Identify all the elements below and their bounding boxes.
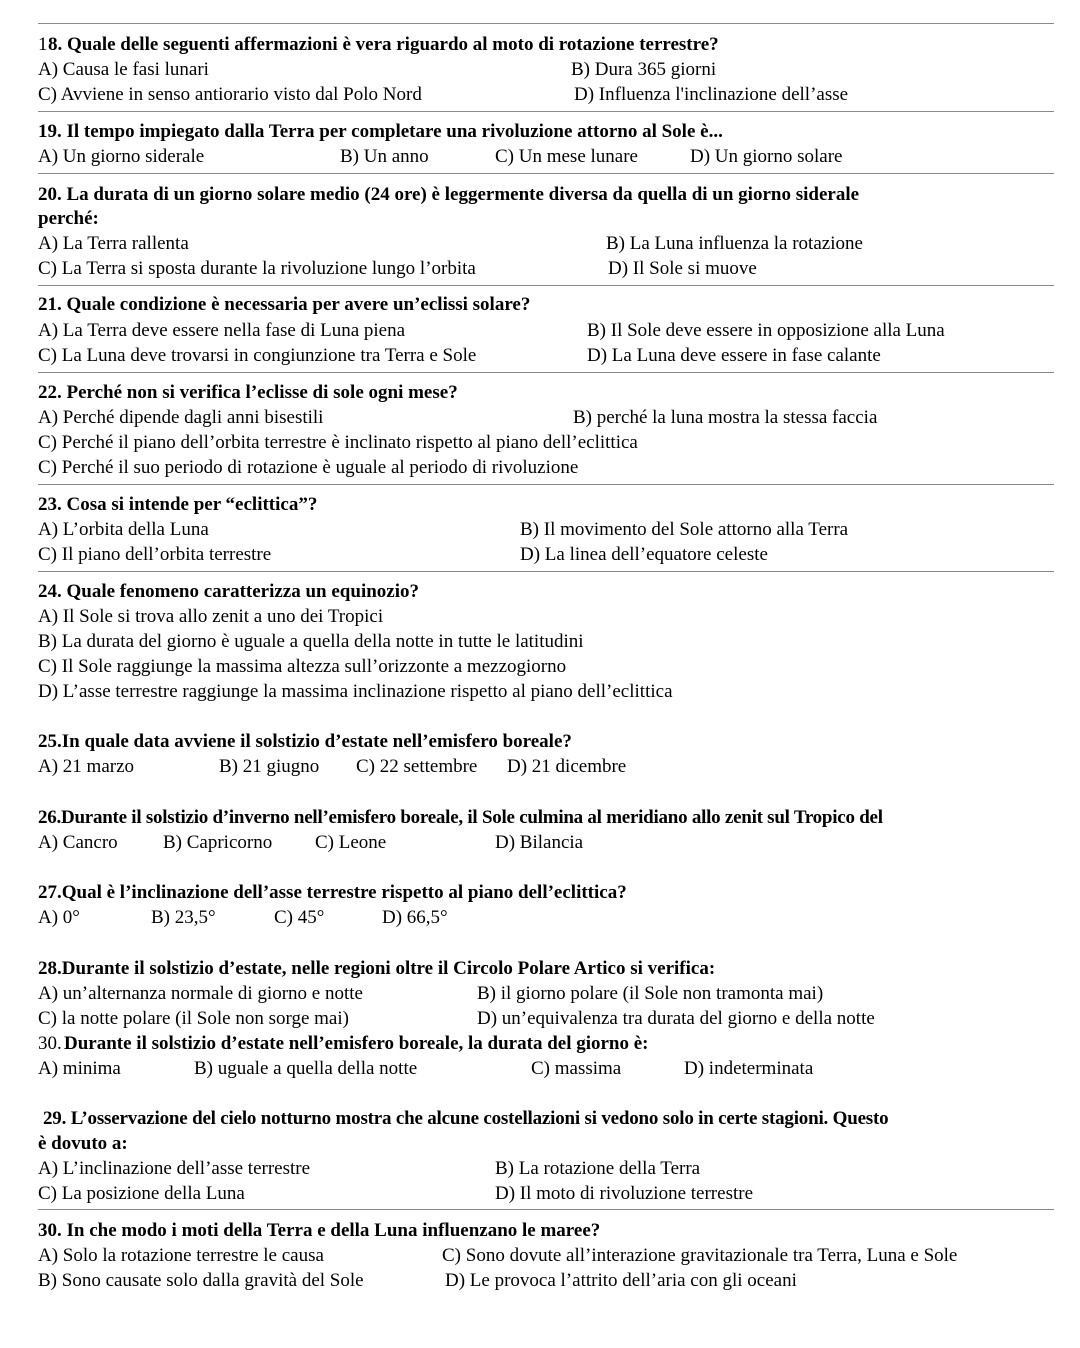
- separator-rule: [38, 484, 1054, 485]
- question-22-option-a[interactable]: A) Perché dipende dagli anni bisestili: [38, 407, 324, 428]
- question-19-option-b[interactable]: B) Un anno: [340, 146, 429, 167]
- question-21-option-b[interactable]: B) Il Sole deve essere in opposizione alla Luna: [587, 320, 945, 341]
- question-24-option-b[interactable]: B) La durata del giorno è uguale a quella della notte in tutte le latitudini: [38, 631, 584, 652]
- question-30-solstice-number: 30.: [38, 1033, 62, 1054]
- separator-rule: [38, 173, 1054, 174]
- question-23-option-a[interactable]: A) L’orbita della Luna: [38, 519, 209, 540]
- question-25-text: 25.In quale data avviene il solstizio d’estate nell’emisfero boreale?: [38, 731, 572, 752]
- question-30-solstice-option-b[interactable]: B) uguale a quella della notte: [194, 1058, 418, 1079]
- question-30-tides-option-a[interactable]: A) Solo la rotazione terrestre le causa: [38, 1245, 324, 1266]
- question-18-number: 1: [38, 34, 48, 55]
- question-26-option-a[interactable]: A) Cancro: [38, 832, 118, 853]
- question-23-option-b[interactable]: B) Il movimento del Sole attorno alla Terra: [520, 519, 849, 540]
- question-22-option-c[interactable]: C) Perché il piano dell’orbita terrestre è inclinato rispetto al piano dell’eclittica: [38, 432, 638, 453]
- question-22-text: 22. Perché non si verifica l’eclisse di sole ogni mese?: [38, 382, 458, 403]
- question-29-text: 29. L’osservazione del cielo notturno mostra che alcune costellazioni si vedono solo in certe stagioni. Questo: [43, 1108, 889, 1129]
- question-20-option-d[interactable]: D) Il Sole si muove: [608, 258, 757, 279]
- separator-rule: [38, 111, 1054, 112]
- question-25-option-b[interactable]: B) 21 giugno: [219, 756, 320, 777]
- question-27-option-c[interactable]: C) 45°: [274, 907, 325, 928]
- question-29-option-c[interactable]: C) La posizione della Luna: [38, 1183, 245, 1204]
- question-25-option-a[interactable]: A) 21 marzo: [38, 756, 135, 777]
- question-27-option-d[interactable]: D) 66,5°: [382, 907, 448, 928]
- question-27-option-a[interactable]: A) 0°: [38, 907, 80, 928]
- question-18-option-a[interactable]: A) Causa le fasi lunari: [38, 59, 209, 80]
- question-18-option-b[interactable]: B) Dura 365 giorni: [571, 59, 717, 80]
- question-23-text: 23. Cosa si intende per “eclittica”?: [38, 494, 318, 515]
- question-26-text: 26.Durante il solstizio d’inverno nell’emisfero boreale, il Sole culmina al meridiano allo zenit sul Tropico del: [38, 807, 883, 828]
- question-28-option-d[interactable]: D) un’equivalenza tra durata del giorno e della notte: [477, 1008, 875, 1029]
- question-30-tides-option-d[interactable]: D) Le provoca l’attrito dell’aria con gli oceani: [445, 1270, 797, 1291]
- question-19-text: 19. Il tempo impiegato dalla Terra per completare una rivoluzione attorno al Sole è...: [38, 121, 723, 142]
- question-20-option-c[interactable]: C) La Terra si sposta durante la rivoluzione lungo l’orbita: [38, 258, 476, 279]
- question-24-text: 24. Quale fenomeno caratterizza un equinozio?: [38, 581, 420, 602]
- question-29-option-b[interactable]: B) La rotazione della Terra: [495, 1158, 701, 1179]
- question-20-text: 20. La durata di un giorno solare medio (24 ore) è leggermente diversa da quella di un giorno siderale: [38, 184, 860, 205]
- question-28-option-c[interactable]: C) la notte polare (il Sole non sorge mai): [38, 1008, 349, 1029]
- question-26-option-b[interactable]: B) Capricorno: [163, 832, 273, 853]
- question-28-option-b[interactable]: B) il giorno polare (il Sole non tramonta mai): [477, 983, 824, 1004]
- question-20-text-continued: perché:: [38, 208, 99, 229]
- question-24-option-d[interactable]: D) L’asse terrestre raggiunge la massima inclinazione rispetto al piano dell’eclittica: [38, 681, 673, 702]
- question-19-option-d[interactable]: D) Un giorno solare: [690, 146, 843, 167]
- question-20-option-b[interactable]: B) La Luna influenza la rotazione: [606, 233, 863, 254]
- question-30-tides-option-b[interactable]: B) Sono causate solo dalla gravità del Sole: [38, 1270, 364, 1291]
- question-30-solstice-option-a[interactable]: A) minima: [38, 1058, 121, 1079]
- separator-rule: [38, 372, 1054, 373]
- question-24-option-a[interactable]: A) Il Sole si trova allo zenit a uno dei Tropici: [38, 606, 384, 627]
- separator-rule: [38, 23, 1054, 24]
- question-21-text: 21. Quale condizione è necessaria per avere un’eclissi solare?: [38, 294, 531, 315]
- question-25-option-d[interactable]: D) 21 dicembre: [507, 756, 627, 777]
- question-28-text: 28.Durante il solstizio d’estate, nelle regioni oltre il Circolo Polare Artico si verifica:: [38, 958, 716, 979]
- question-19-option-c[interactable]: C) Un mese lunare: [495, 146, 638, 167]
- question-24-option-c[interactable]: C) Il Sole raggiunge la massima altezza sull’orizzonte a mezzogiorno: [38, 656, 567, 677]
- question-18-option-d[interactable]: D) Influenza l'inclinazione dell’asse: [574, 84, 849, 105]
- question-29-option-a[interactable]: A) L’inclinazione dell’asse terrestre: [38, 1158, 311, 1179]
- question-18-option-c[interactable]: C) Avviene in senso antiorario visto dal Polo Nord: [38, 84, 422, 105]
- separator-rule: [38, 1209, 1054, 1210]
- question-30-solstice-text: Durante il solstizio d’estate nell’emisfero boreale, la durata del giorno è:: [64, 1033, 649, 1054]
- question-21-option-d[interactable]: D) La Luna deve essere in fase calante: [587, 345, 881, 366]
- question-30-solstice-option-c[interactable]: C) massima: [531, 1058, 622, 1079]
- question-19-option-a[interactable]: A) Un giorno siderale: [38, 146, 205, 167]
- question-27-option-b[interactable]: B) 23,5°: [151, 907, 216, 928]
- question-22-option-d[interactable]: C) Perché il suo periodo di rotazione è uguale al periodo di rivoluzione: [38, 457, 579, 478]
- question-28-option-a[interactable]: A) un’alternanza normale di giorno e notte: [38, 983, 363, 1004]
- question-20-option-a[interactable]: A) La Terra rallenta: [38, 233, 189, 254]
- question-27-text: 27.Qual è l’inclinazione dell’asse terrestre rispetto al piano dell’eclittica?: [38, 882, 627, 903]
- separator-rule: [38, 571, 1054, 572]
- question-22-option-b[interactable]: B) perché la luna mostra la stessa faccia: [573, 407, 878, 428]
- question-23-option-c[interactable]: C) Il piano dell’orbita terrestre: [38, 544, 272, 565]
- question-25-option-c[interactable]: C) 22 settembre: [356, 756, 478, 777]
- question-26-option-d[interactable]: D) Bilancia: [495, 832, 584, 853]
- question-21-option-a[interactable]: A) La Terra deve essere nella fase di Luna piena: [38, 320, 406, 341]
- separator-rule: [38, 285, 1054, 286]
- question-29-text-continued: è dovuto a:: [38, 1133, 128, 1154]
- question-29-option-d[interactable]: D) Il moto di rivoluzione terrestre: [495, 1183, 754, 1204]
- question-30-tides-text: 30. In che modo i moti della Terra e della Luna influenzano le maree?: [38, 1220, 601, 1241]
- question-26-option-c[interactable]: C) Leone: [315, 832, 387, 853]
- question-30-solstice-option-d[interactable]: D) indeterminata: [684, 1058, 814, 1079]
- question-18-text: 8. Quale delle seguenti affermazioni è vera riguardo al moto di rotazione terrestre?: [48, 34, 719, 55]
- question-23-option-d[interactable]: D) La linea dell’equatore celeste: [520, 544, 768, 565]
- question-30-tides-option-c[interactable]: C) Sono dovute all’interazione gravitazionale tra Terra, Luna e Sole: [442, 1245, 958, 1266]
- question-21-option-c[interactable]: C) La Luna deve trovarsi in congiunzione tra Terra e Sole: [38, 345, 477, 366]
